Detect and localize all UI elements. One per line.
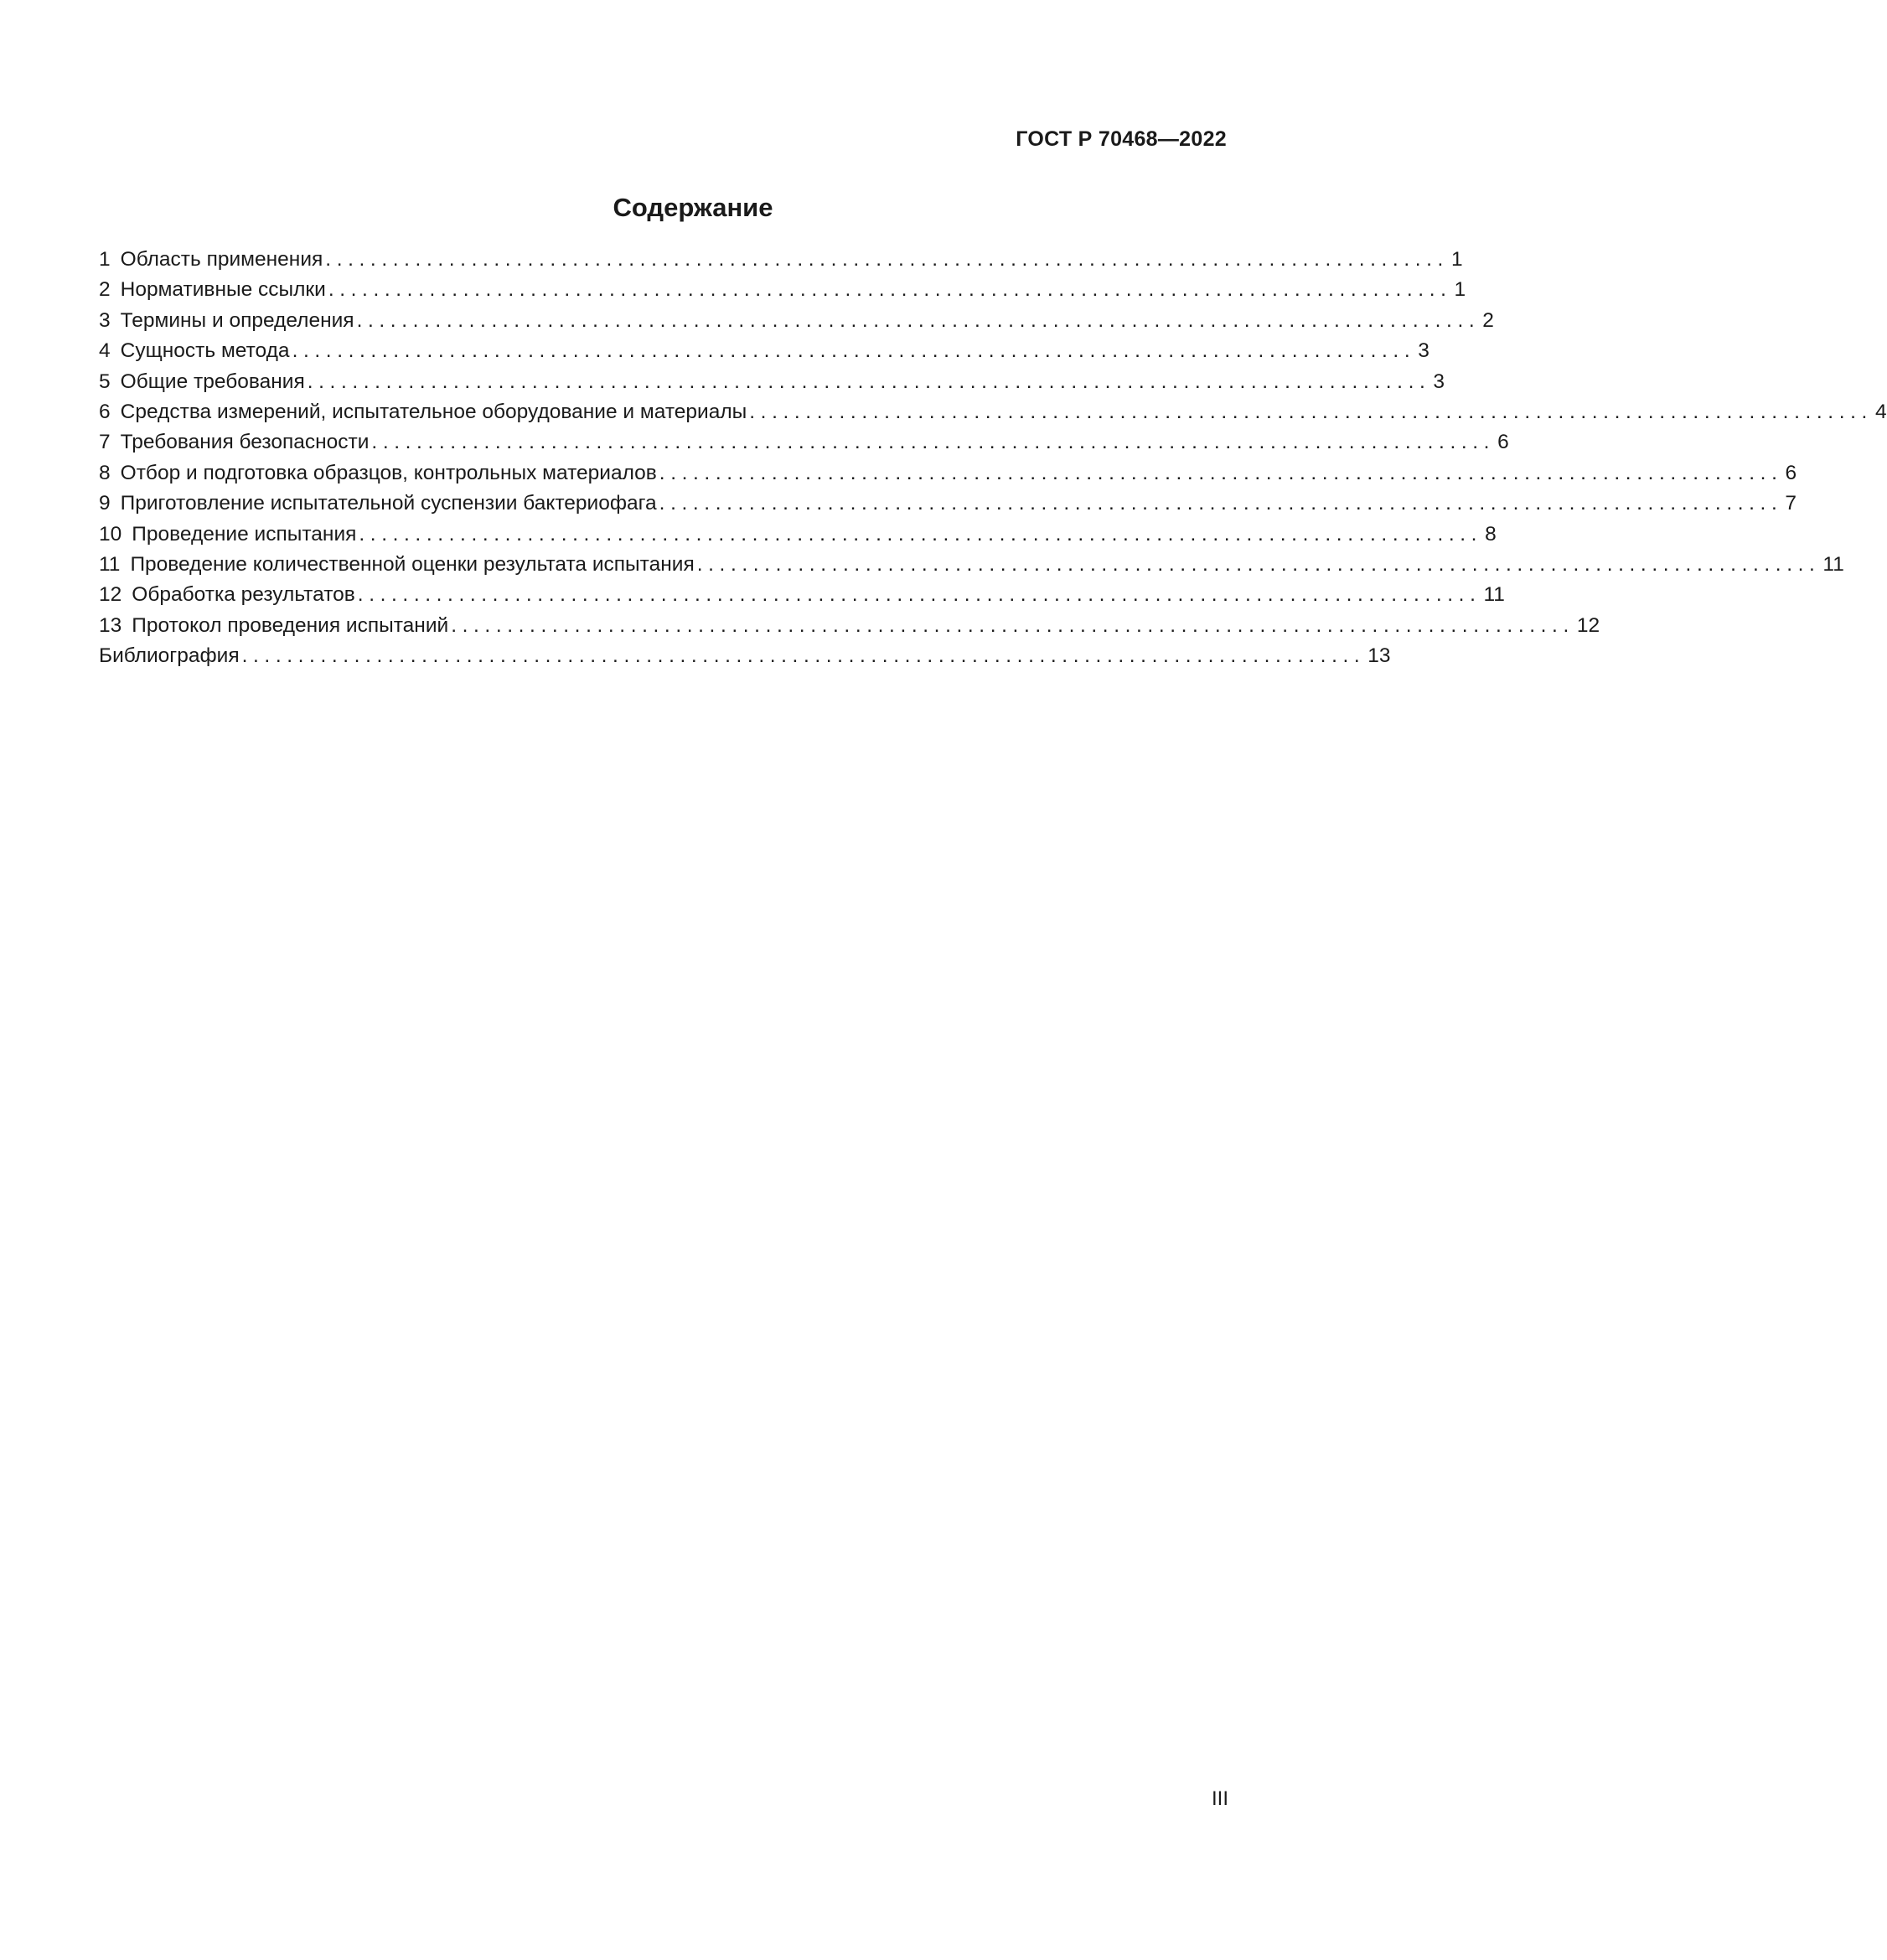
toc-entry-page: 8 (1485, 522, 1497, 546)
toc-entry-number: 5 (99, 370, 111, 393)
table-of-contents (99, 248, 1887, 675)
toc-entry-page: 11 (1822, 552, 1844, 576)
toc-dot-leader: .................................................................................................... (357, 583, 1481, 607)
toc-entry-title: Приготовление испытательной суспензии бактериофага (120, 492, 657, 515)
toc-dot-leader: .................................................................................................... (451, 613, 1574, 637)
toc-entry-page: 13 (1367, 644, 1391, 668)
toc-dot-leader: .................................................................................................... (359, 522, 1483, 546)
toc-entry-number: 13 (99, 613, 122, 637)
toc-dot-leader: .................................................................................................... (292, 339, 1416, 363)
toc-entry-page: 12 (1576, 613, 1600, 637)
toc-dot-leader: .................................................................................................... (696, 552, 1821, 576)
document-code: ГОСТ Р 70468—2022 (1016, 127, 1227, 151)
toc-entry-number: 8 (99, 461, 111, 484)
toc-entry-title: Сущность метода (120, 339, 290, 363)
toc-entry-page: 1 (1450, 248, 1463, 271)
toc-entry-number: 2 (99, 278, 111, 302)
toc-entry[interactable] (99, 613, 1600, 644)
toc-title: Содержание (613, 193, 773, 222)
page-number: III (1211, 1787, 1228, 1810)
toc-entry-title: Общие требования (120, 370, 305, 393)
toc-entry[interactable] (99, 400, 1887, 431)
toc-entry-page: 2 (1482, 308, 1494, 332)
toc-entry-number: 12 (99, 583, 122, 607)
toc-entry-title: Протокол проведения испытаний (132, 613, 449, 637)
toc-entry[interactable] (99, 492, 1797, 522)
toc-entry-page: 1 (1454, 278, 1466, 302)
toc-dot-leader: .................................................................................................... (328, 278, 1452, 302)
toc-entry-title: Средства измерений, испытательное оборудование и материалы (120, 400, 747, 423)
toc-entry-number: 4 (99, 339, 111, 363)
toc-entry-title: Проведение количественной оценки результата испытания (130, 552, 695, 576)
toc-entry-title: Библиография (99, 644, 240, 668)
toc-entry-page: 6 (1785, 461, 1797, 484)
toc-entry-number: 11 (99, 552, 121, 576)
toc-entry-title: Требования безопасности (120, 431, 370, 454)
toc-entry-number: 1 (99, 248, 111, 271)
toc-entry-title: Термины и определения (120, 308, 354, 332)
toc-entry-page: 3 (1433, 370, 1445, 393)
toc-entry[interactable] (99, 339, 1429, 370)
toc-entry[interactable] (99, 248, 1463, 278)
toc-entry[interactable] (99, 431, 1509, 461)
toc-entry-page: 11 (1483, 583, 1505, 607)
toc-entry-page: 6 (1497, 431, 1509, 454)
toc-entry-number: 9 (99, 492, 111, 515)
toc-entry-title: Отбор и подготовка образцов, контрольных материалов (120, 461, 657, 484)
toc-entry-title: Обработка результатов (132, 583, 355, 607)
toc-dot-leader: .................................................................................................... (371, 431, 1496, 454)
toc-entry-title: Проведение испытания (132, 522, 357, 546)
toc-dot-leader: .................................................................................................... (659, 492, 1783, 515)
toc-entry-number: 10 (99, 522, 122, 546)
toc-entry-number: 6 (99, 400, 111, 423)
toc-dot-leader: .................................................................................................... (356, 308, 1481, 332)
toc-dot-leader: .................................................................................................... (749, 400, 1873, 423)
toc-entry[interactable] (99, 308, 1494, 339)
toc-entry[interactable] (99, 552, 1844, 583)
toc-entry-page: 4 (1874, 400, 1887, 423)
toc-entry-page: 7 (1785, 492, 1797, 515)
toc-dot-leader: .................................................................................................... (325, 248, 1449, 271)
toc-dot-leader: .................................................................................................... (241, 644, 1366, 668)
toc-entry[interactable] (99, 644, 1391, 675)
toc-entry[interactable] (99, 461, 1797, 492)
toc-entry-title: Область применения (120, 248, 323, 271)
toc-entry[interactable] (99, 583, 1505, 613)
toc-entry[interactable] (99, 278, 1466, 308)
toc-entry-title: Нормативные ссылки (120, 278, 326, 302)
toc-dot-leader: .................................................................................................... (307, 370, 1431, 393)
toc-dot-leader: .................................................................................................... (659, 461, 1783, 484)
toc-entry-number: 3 (99, 308, 111, 332)
toc-entry-page: 3 (1418, 339, 1429, 363)
toc-entry[interactable] (99, 370, 1445, 401)
toc-entry[interactable] (99, 522, 1497, 553)
toc-entry-number: 7 (99, 431, 111, 454)
